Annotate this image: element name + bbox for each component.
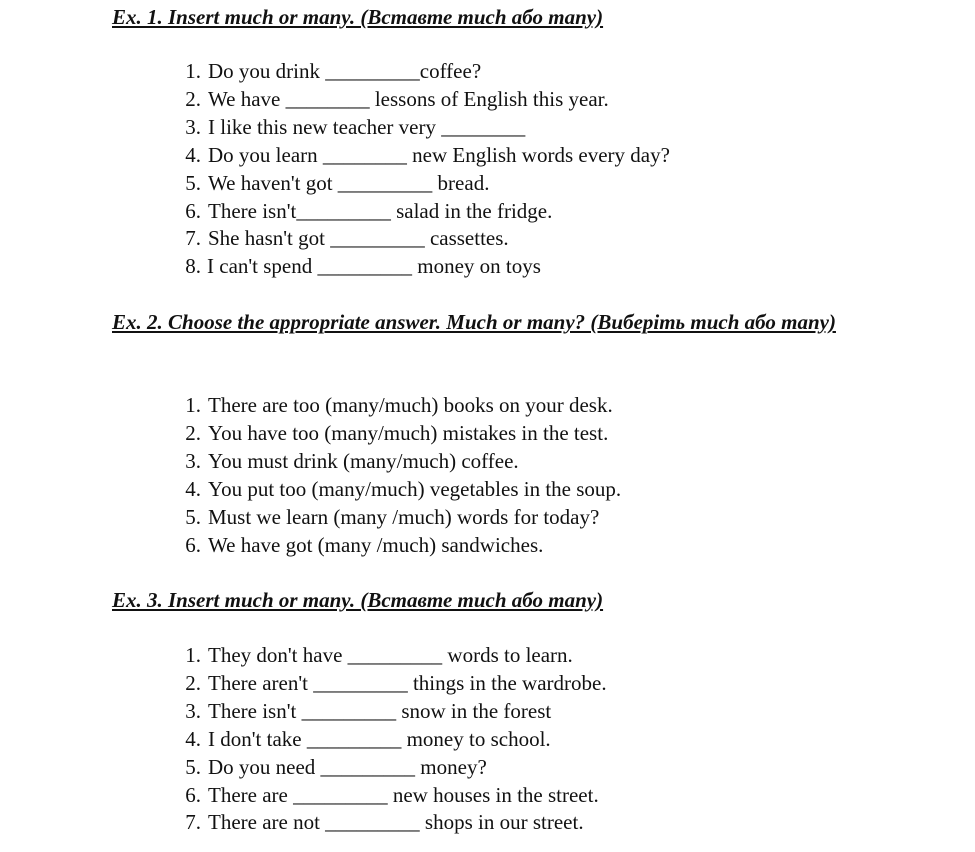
item-text: There isn't_________ salad in the fridge. — [208, 198, 553, 223]
item-number: 2. — [185, 420, 201, 445]
item-number: 4. — [185, 476, 201, 501]
item-number: 2. — [185, 670, 201, 695]
exercise-1-list — [166, 58, 670, 281]
item-number: 6. — [185, 198, 201, 223]
list-item — [166, 114, 670, 142]
item-text: You must drink (many/much) coffee. — [208, 448, 519, 473]
item-text: We haven't got _________ bread. — [208, 170, 490, 195]
item-number: 8. — [185, 254, 201, 279]
item-text: You put too (many/much) vegetables in the soup. — [208, 476, 622, 501]
item-text: We have ________ lessons of English this year. — [208, 86, 609, 111]
item-text: There are not _________ shops in our street. — [208, 810, 584, 835]
list-item — [166, 504, 621, 532]
item-text: Must we learn (many /much) words for today? — [208, 504, 600, 529]
item-number: 7. — [185, 810, 201, 835]
item-text: They don't have _________ words to learn. — [208, 643, 573, 667]
item-number: 6. — [185, 532, 201, 557]
item-number: 3. — [185, 114, 201, 139]
exercise-2-list — [166, 392, 621, 559]
list-item — [166, 58, 670, 86]
item-text: I can't spend _________ money on toys — [207, 254, 541, 279]
item-text: There are too (many/much) books on your desk. — [208, 393, 613, 417]
list-item — [166, 782, 607, 810]
list-item — [166, 392, 621, 420]
list-item — [166, 698, 607, 726]
item-text: There isn't _________ snow in the forest — [208, 698, 552, 723]
item-number: 5. — [185, 754, 201, 779]
item-number: 1. — [185, 59, 201, 83]
list-item — [166, 448, 621, 476]
item-text: I like this new teacher very ________ — [208, 114, 526, 139]
list-item — [166, 170, 670, 198]
list-item — [166, 142, 670, 170]
item-number: 4. — [185, 726, 201, 751]
list-item — [166, 253, 670, 281]
list-item — [166, 86, 670, 114]
exercise-3-list — [166, 642, 607, 837]
list-item — [166, 726, 607, 754]
list-item — [166, 809, 607, 837]
exercise-2-heading: Ex. 2. Choose the appropriate answer. Much or many? (Виберіть much або many) — [112, 310, 836, 334]
list-item — [166, 670, 607, 698]
list-item — [166, 420, 621, 448]
item-text: We have got (many /much) sandwiches. — [208, 532, 544, 557]
item-text: There aren't _________ things in the wardrobe. — [208, 670, 607, 695]
item-text: She hasn't got _________ cassettes. — [208, 226, 509, 251]
item-text: You have too (many/much) mistakes in the test. — [208, 420, 609, 445]
item-number: 1. — [185, 393, 201, 417]
item-text: Do you learn ________ new English words every day? — [208, 142, 670, 167]
list-item — [166, 198, 670, 226]
item-number: 5. — [185, 170, 201, 195]
item-text: I don't take _________ money to school. — [208, 726, 551, 751]
item-number: 7. — [185, 226, 201, 251]
exercise-1-heading: Ex. 1. Insert much or many. (Вставте much або many) — [112, 5, 604, 29]
list-item — [166, 225, 670, 253]
item-text: Do you drink _________coffee? — [208, 59, 482, 83]
item-number: 6. — [185, 782, 201, 807]
item-text: There are _________ new houses in the street. — [208, 782, 599, 807]
list-item — [166, 532, 621, 560]
item-number: 3. — [185, 698, 201, 723]
item-number: 2. — [185, 86, 201, 111]
item-text: Do you need _________ money? — [208, 754, 487, 779]
item-number: 4. — [185, 142, 201, 167]
item-number: 5. — [185, 504, 201, 529]
list-item — [166, 642, 607, 670]
list-item — [166, 754, 607, 782]
list-item — [166, 476, 621, 504]
item-number: 3. — [185, 448, 201, 473]
item-number: 1. — [185, 643, 201, 667]
exercise-3-heading: Ex. 3. Insert much or many. (Вставте much або many) — [112, 588, 604, 612]
